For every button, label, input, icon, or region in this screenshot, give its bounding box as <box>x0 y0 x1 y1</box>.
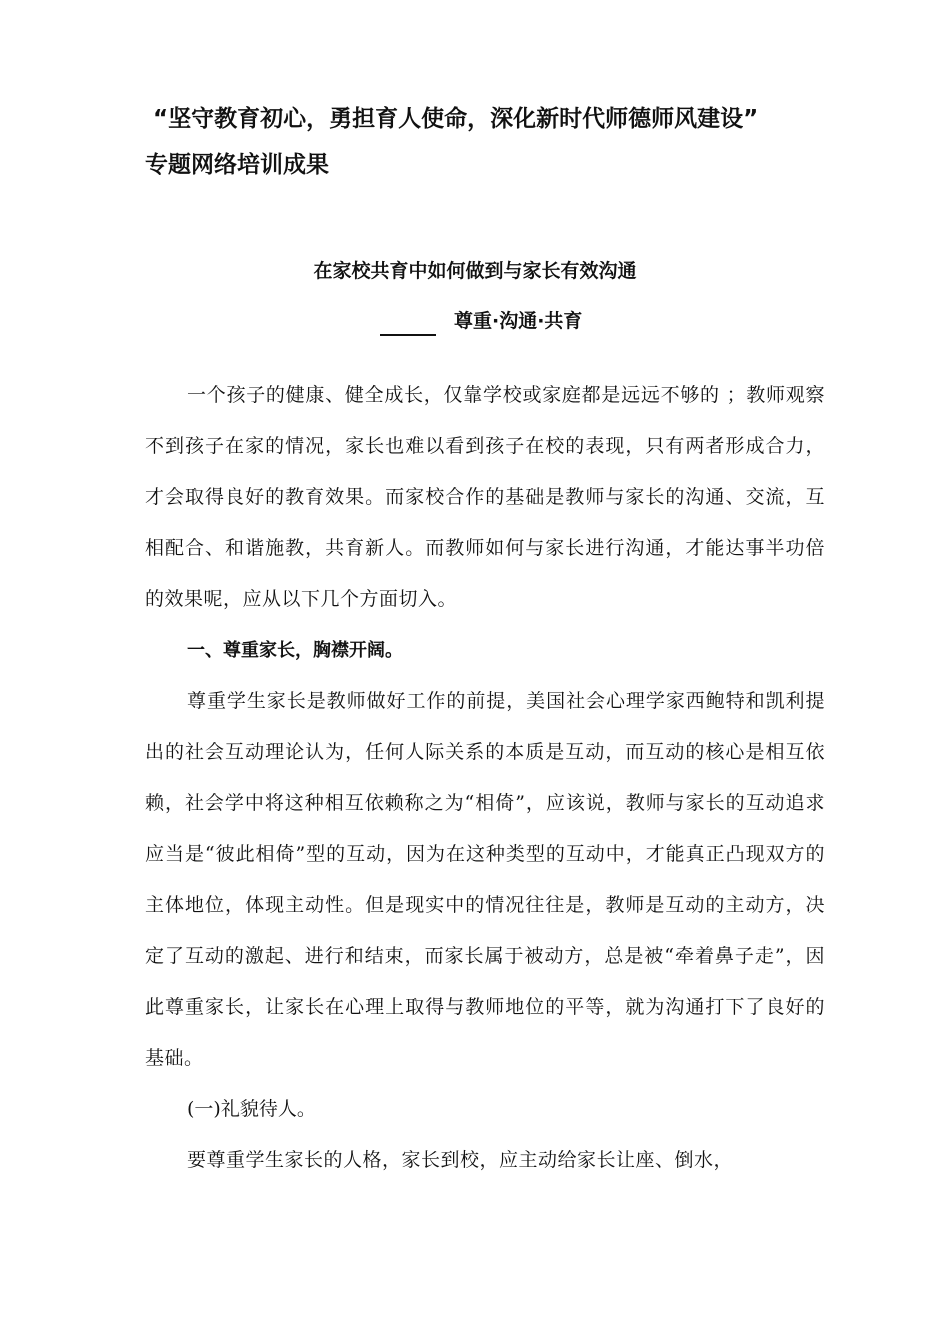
subsection-1-paragraph: 要尊重学生家长的人格，家长到校，应主动给家长让座、倒水， <box>187 1149 734 1171</box>
subsection-1-heading: (一)礼貌待人。 <box>187 1098 316 1120</box>
subtitle-underline-rule <box>380 308 436 336</box>
section-1-heading: 一、尊重家长，胸襟开阔。 <box>187 640 403 661</box>
document-title <box>145 96 845 188</box>
document-title-line-2: 专题网络培训成果 <box>145 152 329 178</box>
article-title: 在家校共育中如何做到与家长有效沟通 <box>313 260 637 282</box>
section-1-paragraph: 尊重学生家长是教师做好工作的前提，美国社会心理学家西鲍特和凯利提出的社会互动理论认为，任何人际关系的本质是互动，而互动的核心是相互依赖，社会学中将这种相互依赖称之为“相倚”，应该说，教师与家长的互动追求应当是“彼此相倚”型的互动，因为在这种类型的互动中，才能真正凸现双方的主体地位，体现主动性。但是现实中的情况往往是，教师是互动的主动方，决定了互动的激起、进行和结束，而家长属于被动方，总是被“牵着鼻子走”，因此尊重家长，让家长在心理上取得与教师地位的平等，就为沟通打下了良好的基础。 <box>145 690 825 1069</box>
intro-paragraph: 一个孩子的健康、健全成长，仅靠学校或家庭都是远远不够的 ；教师观察不到孩子在家的情况，家长也难以看到孩子在校的表现，只有两者形成合力，才会取得良好的教育效果。而家校合作的基础是教师与家长的沟通、交流，互相配合、和谐施教，共育新人。而教师如何与家长进行沟通，才能达事半功倍的效果呢，应从以下几个方面切入。 <box>145 384 825 610</box>
article-body <box>145 370 825 1186</box>
article-subtitle-row <box>380 308 582 338</box>
article-subtitle: 尊重·沟通·共育 <box>454 310 583 332</box>
document-title-line-1: “坚守教育初心，勇担育人使命，深化新时代师德师风建设” <box>153 106 759 132</box>
